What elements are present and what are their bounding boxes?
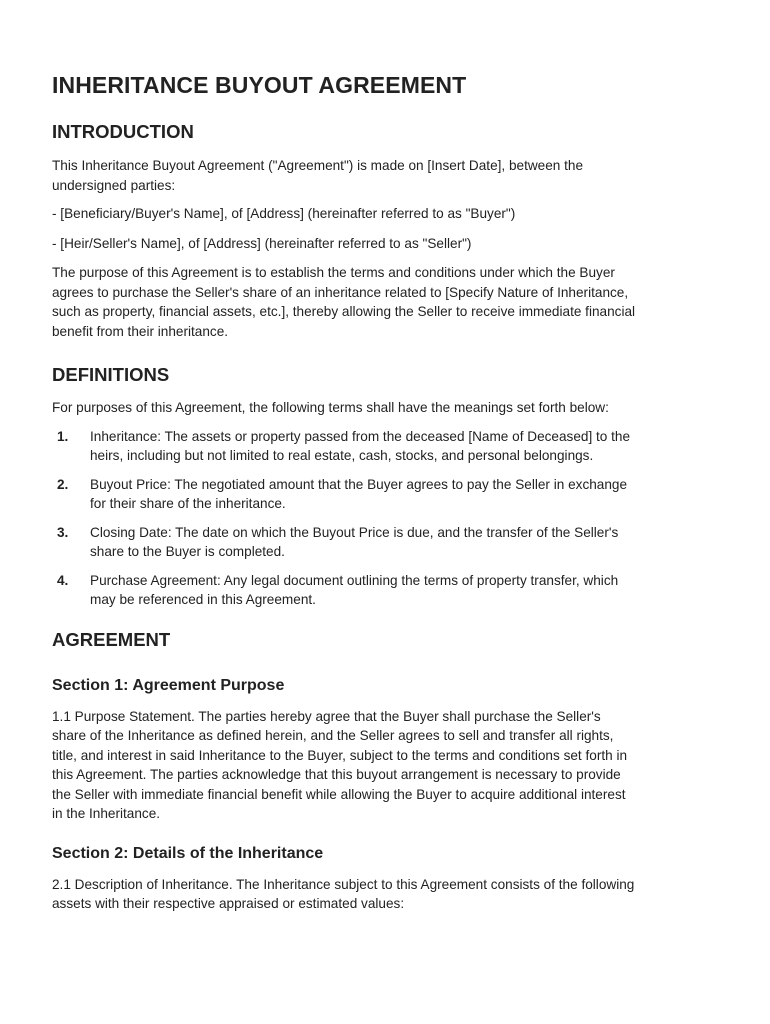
definition-item <box>52 571 722 610</box>
purpose-line: The purpose of this Agreement is to establish the terms and conditions under which the Buyer <box>52 265 615 280</box>
section-1-paragraph <box>52 707 722 824</box>
party-seller: - [Heir/Seller's Name], of [Address] (hereinafter referred to as "Seller") <box>52 235 472 251</box>
definition-item <box>52 523 722 562</box>
introduction-heading: INTRODUCTION <box>52 121 194 142</box>
section-2-line: 2.1 Description of Inheritance. The Inheritance subject to this Agreement consists of the following <box>52 876 635 892</box>
section-2-paragraph <box>52 875 722 914</box>
document-title: INHERITANCE BUYOUT AGREEMENT <box>52 72 467 98</box>
definition-number: 1. <box>57 428 69 444</box>
section-2-line: assets with their respective appraised or estimated values: <box>52 896 405 911</box>
section-1-line: in the Inheritance. <box>52 806 161 821</box>
section-1-line: the Seller with immediate financial benefit while allowing the Buyer to acquire additional interest <box>52 786 626 802</box>
section-1-line: title, and interest in said Inheritance to the Buyer, subject to the terms and conditions set forth in <box>52 747 628 763</box>
section-1-line: share of the Inheritance as defined herein, and the Seller agrees to sell and transfer all rights, <box>52 728 614 743</box>
party-buyer: - [Beneficiary/Buyer's Name], of [Address] (hereinafter referred to as "Buyer") <box>52 206 516 221</box>
definition-line: Buyout Price: The negotiated amount that the Buyer agrees to pay the Seller in exchange <box>90 476 628 492</box>
agreement-heading: AGREEMENT <box>52 628 171 650</box>
purpose-paragraph <box>52 263 722 341</box>
section-1-heading: Section 1: Agreement Purpose <box>52 676 285 694</box>
definition-line: Purchase Agreement: Any legal document outlining the terms of property transfer, which <box>90 572 619 588</box>
introduction-paragraph <box>52 156 722 195</box>
intro-line: undersigned parties: <box>52 177 176 193</box>
purpose-line: benefit from their inheritance. <box>52 323 229 339</box>
definition-line: heirs, including but not limited to real estate, cash, stocks, and personal belongings. <box>90 448 594 463</box>
definition-number: 4. <box>57 572 69 588</box>
section-1-line: 1.1 Purpose Statement. The parties hereby agree that the Buyer shall purchase the Seller's <box>52 708 601 724</box>
definition-number: 2. <box>57 476 69 492</box>
definition-line: Closing Date: The date on which the Buyout Price is due, and the transfer of the Seller's <box>90 524 619 540</box>
definition-number: 3. <box>57 524 69 540</box>
purpose-line: agrees to purchase the Seller's share of an inheritance related to [Specify Nature of Inheritance, <box>52 284 629 300</box>
section-2-heading: Section 2: Details of the Inheritance <box>52 844 324 862</box>
definitions-list <box>52 427 722 610</box>
definition-line: Inheritance: The assets or property passed from the deceased [Name of Deceased] to the <box>90 428 631 444</box>
definition-item <box>52 475 722 514</box>
definition-item <box>52 427 722 466</box>
section-1-line: this Agreement. The parties acknowledge that this buyout arrangement is necessary to provide <box>52 767 621 782</box>
definitions-lead: For purposes of this Agreement, the following terms shall have the meanings set forth below: <box>52 400 609 415</box>
intro-line: This Inheritance Buyout Agreement ("Agreement") is made on [Insert Date], between the <box>52 158 584 173</box>
definition-line: share to the Buyer is completed. <box>90 544 285 559</box>
definition-line: may be referenced in this Agreement. <box>90 592 316 607</box>
purpose-line: such as property, financial assets, etc.], thereby allowing the Seller to receive immediate financial <box>52 304 636 319</box>
definitions-heading: DEFINITIONS <box>52 364 170 385</box>
definition-line: for their share of the inheritance. <box>90 496 286 511</box>
